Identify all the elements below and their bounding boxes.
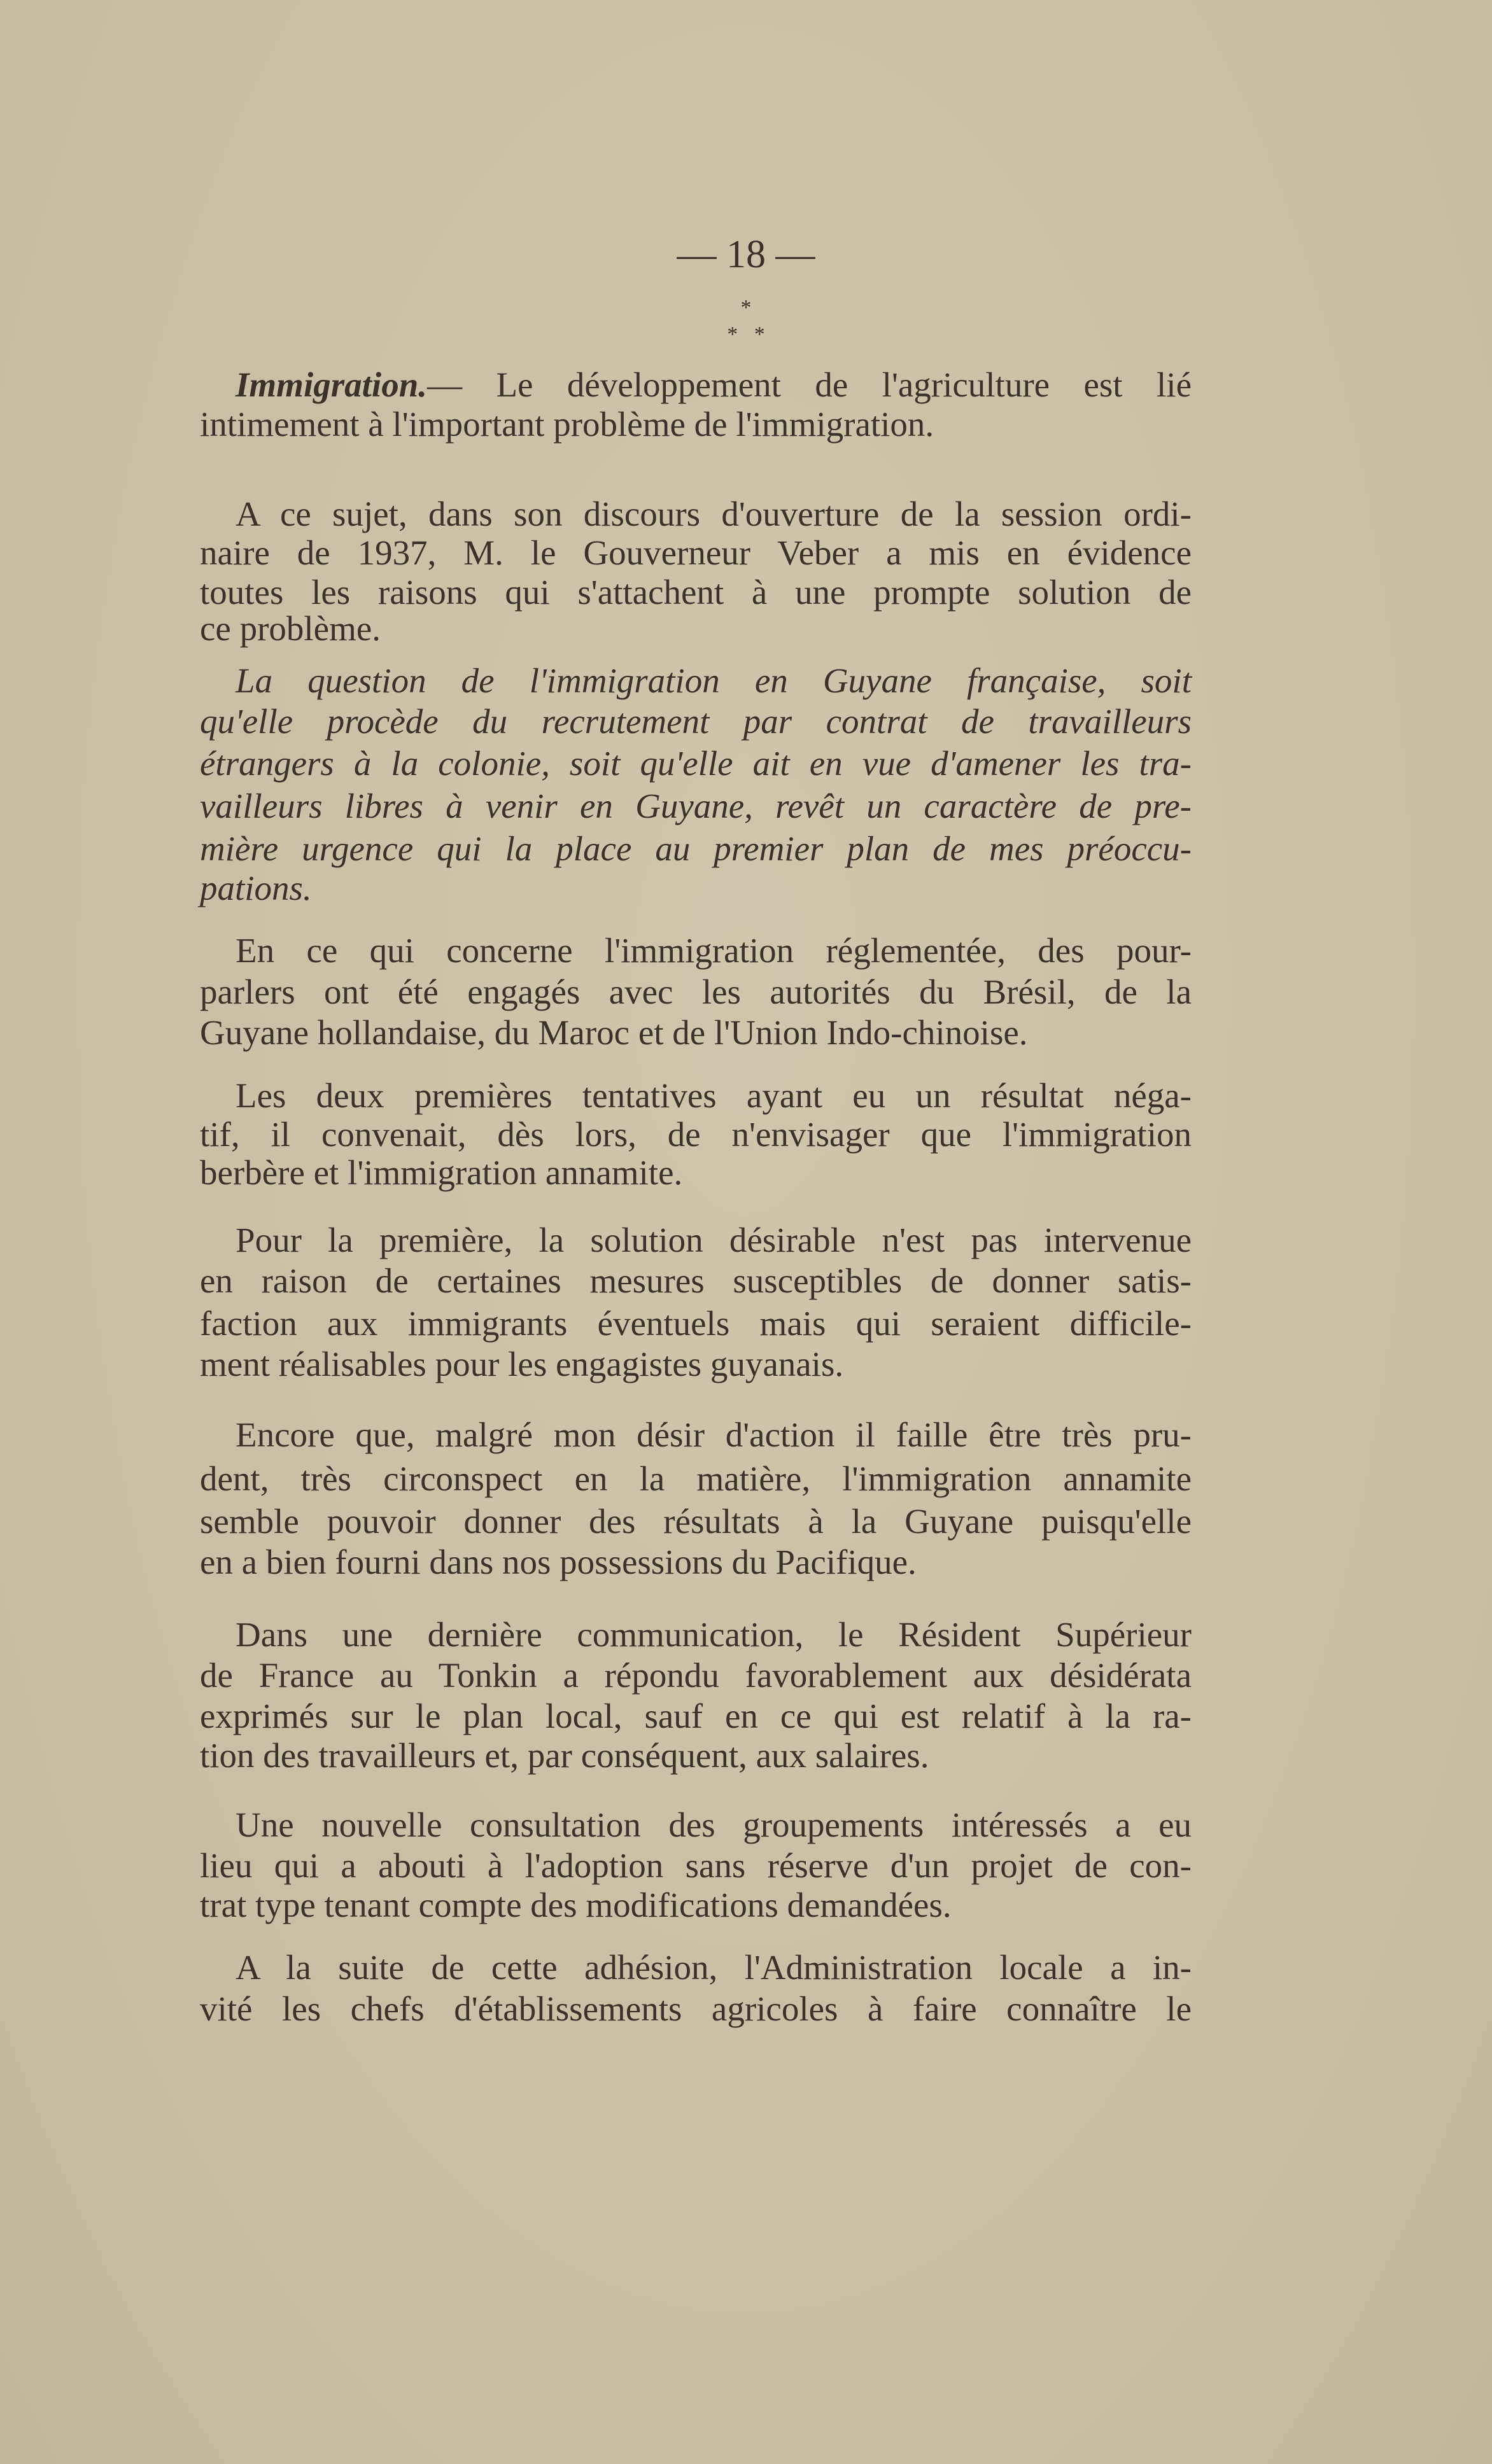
text-line: A ce sujet, dans son discours d'ouverture de la session ordi- [236,494,1192,533]
ornament-stars-bottom: * * [727,323,765,346]
text-line: tif, il convenait, dès lors, de n'envisager que l'immigration [200,1115,1192,1154]
text-line: trat type tenant compte des modifications demandées. [200,1886,952,1924]
text-line: lieu qui a abouti à l'adoption sans réserve d'un projet de con- [200,1846,1192,1885]
text-line: vité les chefs d'établissements agricoles à faire connaître le [200,1989,1192,2028]
text-line: faction aux immigrants éventuels mais qui seraient difficile- [200,1304,1192,1343]
text-line: Guyane hollandaise, du Maroc et de l'Union Indo-chinoise. [200,1013,1028,1052]
text-line: en raison de certaines mesures susceptibles de donner satis- [200,1261,1192,1300]
ornament-star-top: * [740,296,752,319]
text-line: qu'elle procède du recrutement par contrat de travailleurs [200,702,1192,741]
text-line: berbère et l'immigration annamite. [200,1153,683,1192]
text-line: pations. [200,869,312,907]
text-line: En ce qui concerne l'immigration réglementée, des pour- [236,931,1192,970]
text-line: Pour la première, la solution désirable n'est pas intervenue [236,1221,1192,1259]
text-line: Les deux premières tentatives ayant eu un résultat néga- [236,1076,1192,1115]
text-line: en a bien fourni dans nos possessions du Pacifique. [200,1543,917,1581]
text-line: La question de l'immigration en Guyane française, soit [236,661,1192,700]
text-line: naire de 1937, M. le Gouverneur Veber a mis en évidence [200,533,1192,572]
text-line: Dans une dernière communication, le Résident Supérieur [236,1615,1192,1654]
text-line: Une nouvelle consultation des groupements intéressés a eu [236,1805,1192,1844]
text-line: A la suite de cette adhésion, l'Administration locale a in- [236,1948,1192,1987]
text-run: — Le développement de l'agriculture est lié [427,365,1192,404]
text-line: mière urgence qui la place au premier plan de mes préoccu- [200,829,1192,868]
text-line: ment réalisables pour les engagistes guyanais. [200,1345,844,1383]
text-line: toutes les raisons qui s'attachent à une prompte solution de [200,573,1192,612]
text-line: tion des travailleurs et, par conséquent, aux salaires. [200,1736,929,1775]
text-line: étrangers à la colonie, soit qu'elle ait en vue d'amener les tra- [200,744,1192,783]
text-line: parlers ont été engagés avec les autorités du Brésil, de la [200,972,1192,1011]
text-line: ce problème. [200,609,381,648]
text-line: Encore que, malgré mon désir d'action il faille être très pru- [236,1415,1192,1454]
text-line: intimement à l'important problème de l'immigration. [200,405,934,444]
page-number: — 18 — [677,233,815,276]
text-line: semble pouvoir donner des résultats à la Guyane puisqu'elle [200,1502,1192,1541]
section-heading: Immigration. [236,365,428,404]
text-line [236,363,1192,407]
text-line: vailleurs libres à venir en Guyane, revêt un caractère de pre- [200,787,1192,825]
text-line: exprimés sur le plan local, sauf en ce qui est relatif à la ra- [200,1697,1192,1735]
text-line: de France au Tonkin a répondu favorablement aux désidérata [200,1656,1192,1695]
text-line: dent, très circonspect en la matière, l'immigration annamite [200,1459,1192,1498]
